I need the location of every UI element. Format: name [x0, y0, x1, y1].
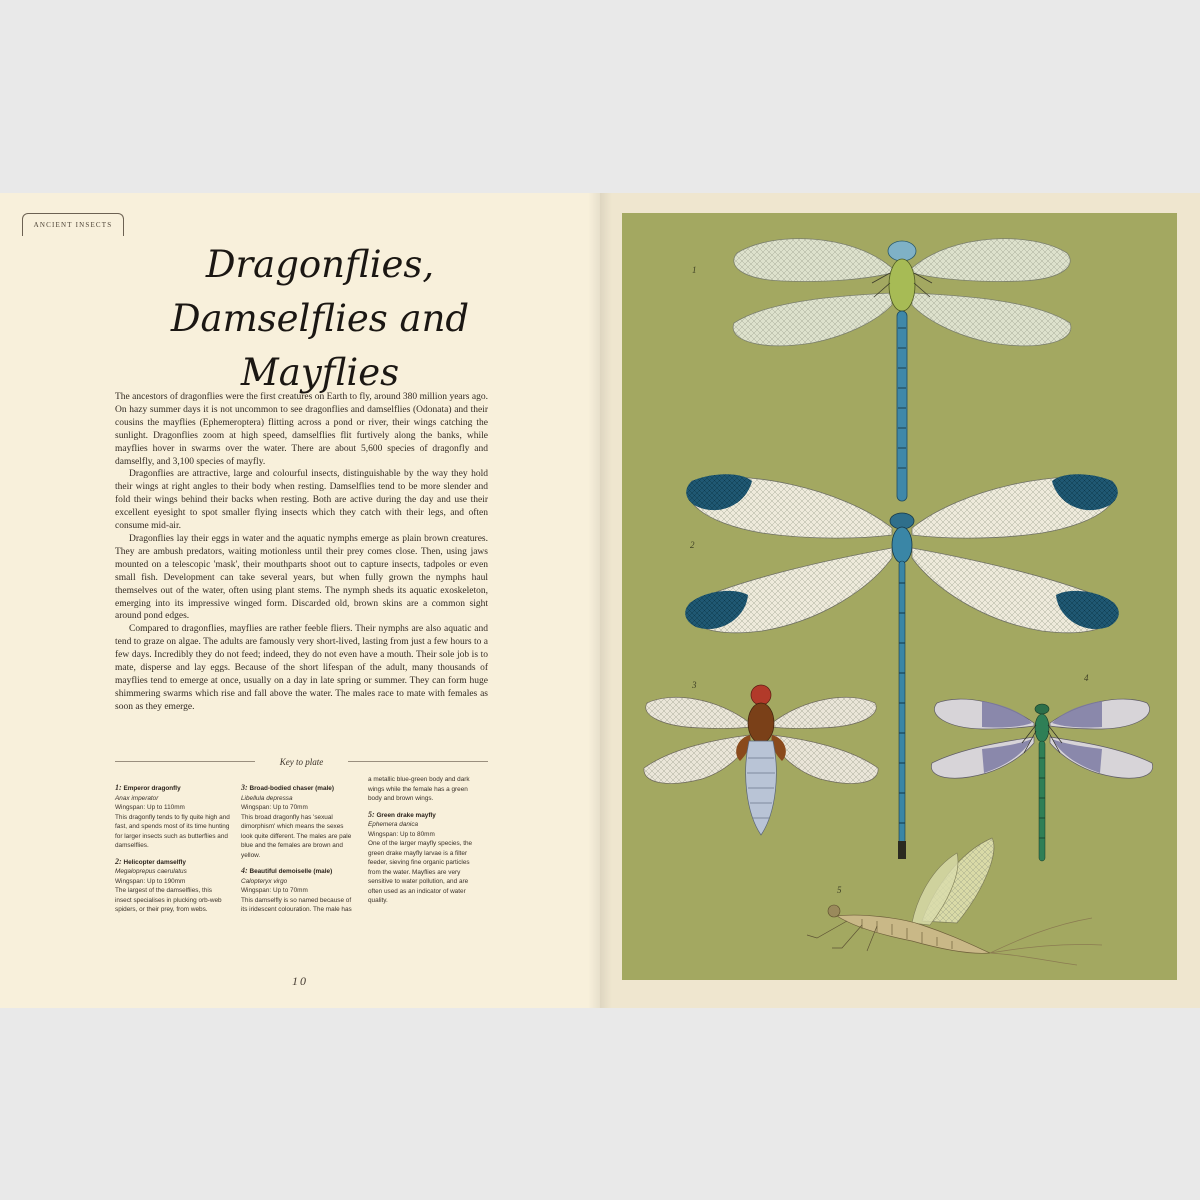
title-line-3: Mayflies — [240, 351, 400, 394]
key-entry-scientific-name: Anax imperator — [115, 794, 159, 802]
key-entry-wingspan: Wingspan: Up to 70mm — [241, 804, 308, 811]
broad-bodied-chaser — [644, 685, 878, 835]
plate-label-4: 4 — [1084, 673, 1089, 683]
key-entry — [368, 810, 483, 906]
key-entry-wingspan: Wingspan: Up to 70mm — [241, 887, 308, 894]
key-entry-scientific-name: Libellula depressa — [241, 794, 293, 802]
key-entry-number: 1: — [115, 783, 122, 792]
key-entry-scientific-name: Megaloprepus caerulatus — [115, 868, 187, 875]
title-line-1: Dragonflies, — [205, 243, 435, 286]
key-entry-name: Helicopter damselfly — [123, 858, 186, 866]
key-column-1 — [115, 783, 230, 921]
key-entry-name: Beautiful demoiselle (male) — [249, 868, 333, 875]
key-entry — [241, 866, 356, 915]
key-entry-wingspan: Wingspan: Up to 110mm — [115, 804, 185, 811]
key-entry-number: 4: — [241, 866, 248, 875]
key-column-2 — [241, 783, 356, 921]
key-title: Key to plate — [279, 757, 324, 767]
plate-label-3: 3 — [692, 680, 697, 690]
paragraph-3: Dragonflies lay their eggs in water and the aquatic nymphs emerge as plain brown creatures. They are ambush predators, waiting motionless until their prey comes close. Then, using jaws mounted on a telescopic 'mask', their mouthparts shoot out to capture insects, tadpoles or even small fish. Development can take several years, but when fully grown the nymphs haul themselves out of the water, often using plant stems. The nymph sheds its aquatic exoskeleton, emerging into its impressive winged form. Discarded old, brown skins are a common sight around pond edges. — [115, 533, 488, 622]
plate-label-1: 1 — [692, 265, 697, 275]
key-entry-description: This broad dragonfly has 'sexual dimorphism' which means the sexes look quite different. The males are pale blue and the females are brown and yellow. — [241, 813, 352, 859]
key-column-3 — [368, 775, 483, 912]
book-spread — [0, 193, 1200, 1008]
plate-illustration — [622, 213, 1177, 980]
key-entry-description: One of the larger mayfly species, the green drake mayfly larvae is a filter feeder, sieving fine organic particles from the water. Mayflies are very sensitive to water pollution, and are often used as an indicator of water quality. — [368, 840, 473, 904]
illustration-plate — [622, 213, 1177, 980]
key-entry-description: This dragonfly tends to fly quite high and fast, and spends most of its time hunting for larger insects such as butterflies and damselflies. — [115, 813, 230, 849]
key-entry-description: a metallic blue-green body and dark wings while the female has a green body and brown wings. — [368, 776, 470, 802]
key-entry-description: The largest of the damselflies, this insect specialises in plucking orb-web spiders, or their prey, from webs. — [115, 887, 222, 913]
left-page — [0, 193, 600, 1008]
paragraph-4: Compared to dragonflies, mayflies are rather feeble fliers. Their nymphs are also aquatic and tend to graze on algae. The adults are famously very short-lived, lasting from just a few hours to a few days. Incredibly they do not feed; indeed, they do not even have a mouth. Their sole job is to mate, disperse and lay eggs. Because of the short lifespan of the adult, many thousands of mayflies tend to emerge at once, usually on a day in late spring or summer. They can form huge shimmering swarms which rise and fall above the water. The males race to mate with females as soon as they emerge. — [115, 624, 488, 712]
right-page — [600, 193, 1200, 1008]
page-title — [100, 238, 540, 400]
key-entry-number: 2: — [115, 856, 122, 866]
title-line-2: Damselflies and — [170, 297, 470, 340]
key-entry-name: Green drake mayfly — [376, 811, 436, 819]
book-gutter — [588, 193, 612, 1008]
key-entry — [115, 783, 230, 851]
key-entry-number: 5: — [368, 809, 375, 819]
beautiful-demoiselle — [931, 699, 1152, 861]
green-drake-mayfly — [807, 838, 1102, 965]
key-entry — [241, 783, 356, 860]
key-entry-wingspan: Wingspan: Up to 80mm — [368, 830, 435, 838]
key-entry-continued — [368, 775, 483, 804]
key-entry-scientific-name: Ephemera danica — [368, 821, 419, 828]
plate-label-2: 2 — [690, 540, 695, 550]
key-entry-name: Emperor dragonfly — [123, 785, 181, 792]
paragraph-1: The ancestors of dragonflies were the first creatures on Earth to fly, around 380 million years ago. On hazy summer days it is not uncommon to see dragonflies and damselflies (Odonata) and their cousins the mayflies (Ephemeroptera) flitting across a pond or river, their wings catching the sunlight. Dragonflies zoom at high speed, damselflies flit furtively along the banks, while mayflies hover in swarms over the water. There are about 5,600 species of dragonfly and damselfly, and 3,100 species of mayfly. — [115, 392, 488, 467]
key-entry-name: Broad-bodied chaser (male) — [249, 785, 334, 792]
paragraph-2: Dragonflies are attractive, large and colourful insects, distinguishable by the way they hold their wings at right angles to their body when resting. Damselflies tend to be more slender and fold their wings behind their backs when resting. Both are active during the day and use their excellent eyesight to spot smaller flying insects which they catch with their legs, and often consume mid-air. — [115, 469, 488, 532]
key-entry-scientific-name: Calopteryx virgo — [241, 877, 288, 885]
plate-label-5: 5 — [837, 885, 842, 895]
body-text — [115, 391, 488, 714]
emperor-dragonfly — [733, 239, 1071, 501]
key-rule-right — [348, 761, 488, 762]
key-entry-number: 3: — [241, 783, 248, 792]
key-entry-wingspan: Wingspan: Up to 190mm — [115, 877, 186, 885]
section-tab-label: ANCIENT INSECTS — [33, 221, 113, 229]
key-entry — [115, 857, 230, 915]
section-tab — [22, 213, 124, 236]
page-number: 10 — [292, 974, 308, 988]
key-entry-description: This damselfly is so named because of its iridescent colouration. The male has — [241, 896, 352, 913]
